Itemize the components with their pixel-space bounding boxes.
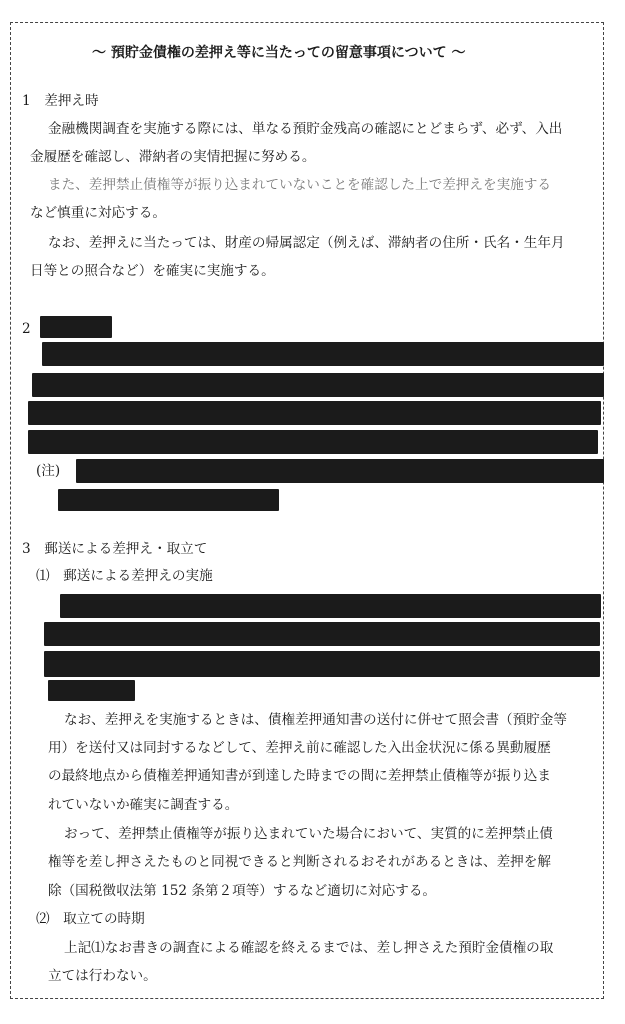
section-2-number: 2 (22, 321, 31, 337)
section-1-paragraph-2: また、差押禁止債権等が振り込まれていないことを確認した上で差押えを実施する (48, 177, 551, 193)
section-1-paragraph-2: など慎重に対応する。 (30, 205, 166, 221)
redaction-block (40, 316, 112, 338)
section-3-paragraph-1: なお、差押えを実施するときは、債権差押通知書の送付に併せて照会書（預貯金等 (64, 712, 567, 728)
section-3-paragraph-1: の最終地点から債権差押通知書が到達した時までの間に差押禁止債権等が振り込ま (48, 768, 551, 784)
section-3-paragraph-2: 権等を差し押さえたものと同視できると判断されるおそれがあるときは、差押を解 (48, 854, 551, 870)
section-3-subheading-2: ⑵ 取立ての時期 (36, 911, 145, 927)
redaction-block (42, 342, 604, 366)
redaction-block (32, 373, 604, 397)
section-3-subheading-1: ⑴ 郵送による差押えの実施 (36, 568, 213, 584)
redaction-block (48, 680, 135, 701)
section-3-paragraph-2: 除（国税徴収法第 152 条第２項等）するなど適切に対応する。 (48, 883, 437, 899)
section-1-paragraph-3: なお、差押えに当たっては、財産の帰属認定（例えば、滞納者の住所・氏名・生年月 (48, 235, 565, 251)
redaction-block (44, 651, 600, 677)
section-3-paragraph-3: 上記⑴なお書きの調査による確認を終えるまでは、差し押さえた預貯金債権の取 (64, 940, 554, 956)
redaction-block (76, 459, 604, 483)
note-label: (注) (36, 463, 61, 479)
redaction-block (60, 594, 601, 618)
section-1-paragraph-1: 金融機関調査を実施する際には、単なる預貯金残高の確認にとどまらず、必ず、入出 (48, 121, 563, 137)
redaction-block (28, 401, 601, 425)
redaction-block (28, 430, 598, 454)
section-3-paragraph-2: おって、差押禁止債権等が振り込まれていた場合において、実質的に差押禁止債 (64, 826, 553, 842)
section-1-paragraph-1: 金履歴を確認し、滞納者の実情把握に努める。 (30, 149, 316, 165)
redaction-block (58, 489, 279, 511)
section-1-paragraph-3: 日等との照合など）を確実に実施する。 (30, 263, 275, 279)
redaction-block (44, 622, 600, 646)
section-1-heading: 1 差押え時 (22, 93, 99, 109)
section-3-paragraph-1: れていないか確実に調査する。 (48, 797, 239, 813)
page-title: ～ 預貯金債権の差押え等に当たっての留意事項について ～ (92, 45, 466, 61)
section-3-paragraph-3: 立ては行わない。 (48, 968, 157, 984)
section-3-paragraph-1: 用）を送付又は同封するなどして、差押え前に確認した入出金状況に係る異動履歴 (48, 740, 551, 756)
section-3-heading: 3 郵送による差押え・取立て (22, 541, 208, 557)
